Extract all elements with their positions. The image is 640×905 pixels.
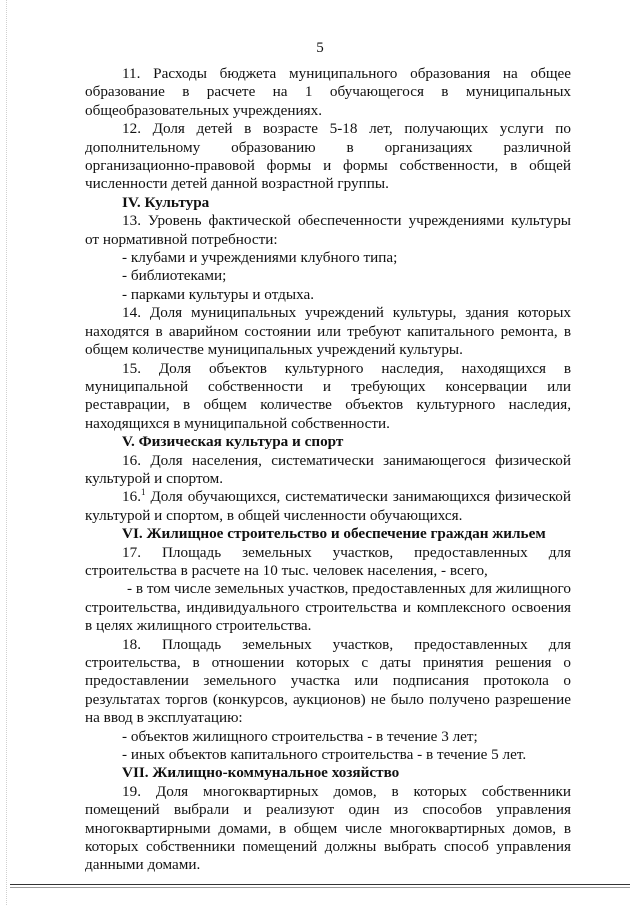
list-item: - объектов жилищного строительства - в течение 3 лет; xyxy=(122,727,478,745)
item-19: 19. Доля многоквартирных домов, в которых собственники помещений выбрали и реализуют один из способов управления многоквартирными домами, в общем числе многоквартирных домов, в которых собственники помещений должны выбрать способ управления данными домами. xyxy=(85,782,571,874)
item-15: 15. Доля объектов культурного наследия, находящихся в муниципальной собственности и требующих консервации или реставрации, в общем количестве объектов культурного наследия, находящихся в муниципальной собственности. xyxy=(85,359,571,432)
list-item: - клубами и учреждениями клубного типа; xyxy=(122,249,398,267)
page-number: 5 xyxy=(316,40,324,56)
item-13: 13. Уровень фактической обеспеченности учреждениями культуры от нормативной потребности: xyxy=(85,212,571,248)
item-16-1 xyxy=(85,488,571,525)
item-text: Доля обучающихся, систематически занимающихся физической культурой и спортом, в общей численности обучающихся. xyxy=(85,488,571,524)
item-12: 12. Доля детей в возрасте 5-18 лет, получающих услуги по дополнительному образованию в организациях различной организационно-правовой формы и формы собственности, в общей численности детей данной возрастной группы. xyxy=(85,120,571,193)
item-11: 11. Расходы бюджета муниципального образования на общее образование в расчете на 1 обучающегося в муниципальных общеобразовательных учреждениях. xyxy=(85,65,571,119)
list-item: - парками культуры и отдыха. xyxy=(122,285,314,303)
list-item: - библиотеками; xyxy=(122,267,227,285)
list-item: - иных объектов капитального строительства - в течение 5 лет. xyxy=(122,746,527,764)
page-bottom-rule xyxy=(10,884,630,885)
item-18: 18. Площадь земельных участков, предоставленных для строительства, в отношении которых с даты принятия решения о предоставлении земельного участка или подписания протокола о результатах торгов (конкурсов, аукционов) не было получено разрешение на ввод в эксплуатацию: xyxy=(85,635,571,727)
item-17-sub: - в том числе земельных участков, предоставленных для жилищного строительства, индивидуального строительства и комплексного освоения в целях жилищного строительства. xyxy=(85,580,571,635)
document-body xyxy=(85,65,571,875)
item-16: 16. Доля населения, систематически занимающегося физической культурой и спортом. xyxy=(85,451,571,487)
section-heading-sport: V. Физическая культура и спорт xyxy=(122,433,344,451)
item-number: 16. xyxy=(122,488,141,506)
superscript: 1 xyxy=(140,487,146,498)
page-bottom-rule xyxy=(10,887,630,888)
item-17: 17. Площадь земельных участков, предоставленных для строительства в расчете на 10 тыс. человек населения, - всего, xyxy=(85,543,571,579)
section-heading-culture: IV. Культура xyxy=(122,193,210,211)
scan-margin xyxy=(6,0,8,905)
item-14: 14. Доля муниципальных учреждений культуры, здания которых находятся в аварийном состоянии или требуют капитального ремонта, в общем количестве муниципальных учреждений культуры. xyxy=(85,304,571,359)
section-heading-utilities: VII. Жилищно-коммунальное хозяйство xyxy=(122,764,400,782)
section-heading-housing: VI. Жилищное строительство и обеспечение граждан жильем xyxy=(122,525,546,543)
